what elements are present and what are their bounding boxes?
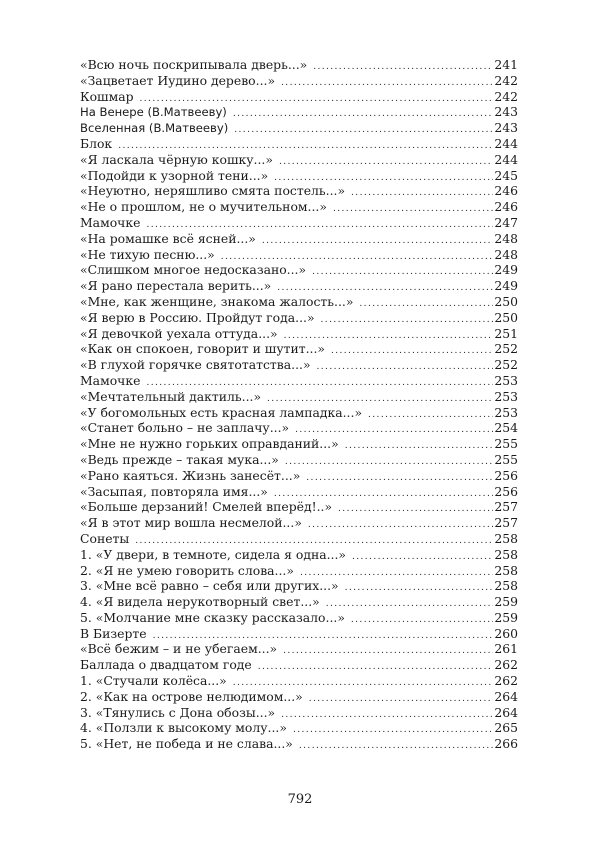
- toc-entry-page: 243: [494, 120, 518, 136]
- toc-entry-title: «Засыпая, повторяла имя...»: [80, 483, 268, 499]
- toc-entry-title: «Больше дерзаний! Смелей вперёд!..»: [80, 499, 333, 515]
- toc-entry-page: 249: [494, 262, 518, 278]
- toc-entry-page: 251: [494, 325, 518, 341]
- dot-leader: [285, 455, 493, 468]
- dot-leader: [146, 218, 493, 231]
- dot-leader: [233, 676, 494, 689]
- dot-leader: [274, 171, 493, 184]
- dot-leader: [118, 139, 493, 152]
- dot-leader: [262, 234, 493, 247]
- toc-entry-title: Мамочке: [80, 372, 141, 388]
- dot-leader: [351, 186, 493, 199]
- toc-entry: [80, 183, 518, 199]
- dot-leader: [317, 360, 494, 373]
- toc-entry-title: Баллада о двадцатом годе: [80, 657, 252, 673]
- toc-entry: [80, 689, 518, 705]
- toc-entry: [80, 578, 518, 594]
- dot-leader: [352, 550, 493, 563]
- page-number: 792: [287, 792, 313, 807]
- toc-entry: [80, 736, 518, 752]
- toc-entry: [80, 547, 518, 563]
- toc-entry-title: «У богомольных есть красная лампадка...»: [80, 404, 363, 420]
- toc-entry-title: Кошмар: [80, 88, 134, 104]
- toc-entry: [80, 262, 518, 278]
- toc-entry-title: 1. «Стучали колёса...»: [80, 673, 227, 689]
- toc-entry: [80, 468, 518, 484]
- toc-entry: [80, 310, 518, 326]
- toc-entry-title: «Слишком многое недосказано...»: [80, 262, 307, 278]
- dot-leader: [274, 487, 493, 500]
- toc-entry-title: «Мне не нужно горьких оправданий...»: [80, 436, 339, 452]
- dot-leader: [234, 123, 493, 136]
- toc-entry: [80, 247, 518, 263]
- toc-entry-title: Мамочке: [80, 214, 141, 230]
- toc-entry: [80, 326, 518, 342]
- toc-entry-page: 250: [494, 293, 518, 309]
- toc-entry-page: 243: [494, 104, 518, 120]
- toc-entry-title: «Всё бежим – и не убегаем...»: [80, 641, 278, 657]
- toc-entry-page: 255: [494, 451, 518, 467]
- toc-entry: [80, 594, 518, 610]
- table-of-contents: [80, 57, 518, 752]
- toc-entry-title: 2. «Я не умею говорить слова...»: [80, 562, 294, 578]
- toc-entry-page: 265: [494, 720, 518, 736]
- toc-entry-title: «Станет больно – не заплачу...»: [80, 420, 290, 436]
- toc-entry-page: 248: [494, 230, 518, 246]
- toc-entry: [80, 499, 518, 515]
- toc-entry-page: 253: [494, 404, 518, 420]
- toc-entry-title: «Ведь прежде – такая мука...»: [80, 451, 279, 467]
- toc-entry-title: «Зацветает Иудино дерево...»: [80, 72, 276, 88]
- toc-entry: [80, 641, 518, 657]
- toc-entry-page: 252: [494, 341, 518, 357]
- toc-entry: [80, 73, 518, 89]
- toc-entry: [80, 452, 518, 468]
- toc-entry-page: 256: [494, 483, 518, 499]
- toc-entry-page: 261: [494, 641, 518, 657]
- toc-entry-title: 2. «Как на острове нелюдимом...»: [80, 688, 303, 704]
- toc-entry-page: 262: [494, 673, 518, 689]
- dot-leader: [351, 613, 493, 626]
- toc-entry-title: 4. «Я видела нерукотворный свет...»: [80, 594, 320, 610]
- toc-entry-page: 258: [494, 578, 518, 594]
- dot-leader: [283, 644, 493, 657]
- toc-entry-page: 253: [494, 388, 518, 404]
- dot-leader: [281, 708, 493, 721]
- dot-leader: [135, 534, 493, 547]
- toc-entry: [80, 436, 518, 452]
- dot-leader: [140, 92, 494, 105]
- toc-entry-page: 244: [494, 135, 518, 151]
- toc-entry-page: 245: [494, 167, 518, 183]
- toc-entry-title: 1. «У двери, в темноте, сидела я одна...»: [80, 546, 347, 562]
- dot-leader: [368, 408, 493, 421]
- toc-entry-page: 242: [494, 72, 518, 88]
- toc-entry: [80, 720, 518, 736]
- dot-leader: [293, 723, 493, 736]
- toc-entry-page: 256: [494, 467, 518, 483]
- toc-entry-page: 258: [494, 562, 518, 578]
- toc-entry-title: «Мне, как женщине, знакома жалость...»: [80, 293, 354, 309]
- dot-leader: [331, 344, 493, 357]
- toc-entry-title: 5. «Нет, не победа и не слава...»: [80, 736, 293, 752]
- dot-leader: [295, 423, 493, 436]
- dot-leader: [309, 692, 494, 705]
- toc-entry: [80, 626, 518, 642]
- toc-entry-title: 3. «Тянулись с Дона обозы...»: [80, 704, 276, 720]
- toc-entry-page: 259: [494, 594, 518, 610]
- toc-entry-page: 254: [494, 420, 518, 436]
- dot-leader: [279, 155, 493, 168]
- toc-entry-title: «Я верю в Россию. Пройдут года...»: [80, 309, 315, 325]
- toc-entry: [80, 231, 518, 247]
- toc-entry-title: 4. «Ползли к высокому молу...»: [80, 720, 287, 736]
- toc-entry: [80, 294, 518, 310]
- toc-entry-page: 258: [494, 546, 518, 562]
- dot-leader: [233, 107, 494, 120]
- toc-entry-title: «Как он спокоен, говорит и шутит...»: [80, 341, 325, 357]
- toc-entry-title: В Бизерте: [80, 625, 147, 641]
- toc-entry-title: «Я рано перестала верить...»: [80, 278, 272, 294]
- toc-entry: [80, 420, 518, 436]
- toc-entry-page: 242: [494, 88, 518, 104]
- toc-entry-page: 248: [494, 246, 518, 262]
- toc-entry-title: «Я девочкой уехала оттуда...»: [80, 325, 278, 341]
- dot-leader: [338, 502, 493, 515]
- toc-entry-page: 255: [494, 436, 518, 452]
- toc-entry-title: «На ромашке всё ясней...»: [80, 230, 256, 246]
- toc-entry-page: 264: [494, 688, 518, 704]
- toc-entry-page: 247: [494, 214, 518, 230]
- toc-entry-title: «Рано каяться. Жизнь занесёт...»: [80, 467, 301, 483]
- toc-entry-title: «В глухой горячке святотатства...»: [80, 357, 311, 373]
- toc-entry-title: «Неуютно, неряшливо смята постель...»: [80, 183, 346, 199]
- dot-leader: [299, 739, 493, 752]
- toc-entry-title: «Я в этот мир вошла несмелой...»: [80, 515, 302, 531]
- dot-leader: [345, 439, 494, 452]
- toc-entry-page: 252: [494, 357, 518, 373]
- dot-leader: [308, 518, 493, 531]
- toc-entry: [80, 199, 518, 215]
- dot-leader: [345, 581, 494, 594]
- toc-entry: [80, 152, 518, 168]
- toc-entry-title: «Не о прошлом, не о мучительном...»: [80, 199, 327, 215]
- dot-leader: [333, 202, 493, 215]
- toc-entry: [80, 357, 518, 373]
- toc-entry-title: «Я ласкала чёрную кошку...»: [80, 151, 273, 167]
- toc-entry: [80, 120, 518, 136]
- toc-entry: [80, 405, 518, 421]
- toc-entry: [80, 373, 518, 389]
- dot-leader: [281, 76, 493, 89]
- toc-entry-page: 250: [494, 309, 518, 325]
- toc-entry-title: Сонеты: [80, 530, 130, 546]
- toc-entry-page: 246: [494, 183, 518, 199]
- toc-entry-title: «Не тихую песню...»: [80, 246, 215, 262]
- toc-entry-title: «Подойди к узорной тени...»: [80, 167, 269, 183]
- toc-entry: [80, 673, 518, 689]
- toc-entry-page: 266: [494, 736, 518, 752]
- toc-entry-title: Блок: [80, 135, 113, 151]
- toc-entry: [80, 104, 518, 120]
- toc-entry-page: 260: [494, 625, 518, 641]
- dot-leader: [326, 597, 494, 610]
- dot-leader: [300, 566, 493, 579]
- dot-leader: [277, 281, 493, 294]
- toc-entry: [80, 610, 518, 626]
- toc-entry: [80, 215, 518, 231]
- dot-leader: [221, 250, 494, 263]
- dot-leader: [258, 660, 494, 673]
- toc-entry-page: 244: [494, 151, 518, 167]
- dot-leader: [321, 313, 494, 326]
- toc-entry-title: 5. «Молчание мне сказку рассказало...»: [80, 609, 345, 625]
- toc-entry-page: 257: [494, 499, 518, 515]
- toc-entry: [80, 57, 518, 73]
- dot-leader: [306, 471, 493, 484]
- toc-entry-page: 249: [494, 278, 518, 294]
- toc-entry: [80, 389, 518, 405]
- toc-entry: [80, 341, 518, 357]
- toc-entry-page: 257: [494, 515, 518, 531]
- toc-entry-page: 258: [494, 530, 518, 546]
- toc-entry: [80, 705, 518, 721]
- toc-entry-page: 259: [494, 609, 518, 625]
- toc-entry-page: 246: [494, 199, 518, 215]
- toc-entry: [80, 657, 518, 673]
- dot-leader: [146, 376, 493, 389]
- toc-entry: [80, 515, 518, 531]
- toc-entry-page: 253: [494, 372, 518, 388]
- toc-entry-title: «Мечтательный дактиль...»: [80, 388, 262, 404]
- toc-entry-title: На Венере (В.Матвееву): [80, 105, 227, 120]
- toc-entry: [80, 484, 518, 500]
- dot-leader: [313, 60, 493, 73]
- toc-entry-title: Вселенная (В.Матвееву): [80, 121, 229, 136]
- dot-leader: [359, 297, 493, 310]
- toc-entry: [80, 136, 518, 152]
- toc-entry-page: 241: [494, 57, 518, 72]
- toc-entry-page: 264: [494, 704, 518, 720]
- toc-entry-title: 3. «Мне всё равно – себя или других...»: [80, 578, 339, 594]
- toc-entry-page: 262: [494, 657, 518, 673]
- toc-entry: [80, 531, 518, 547]
- dot-leader: [284, 329, 494, 342]
- dot-leader: [312, 265, 493, 278]
- toc-entry-title: «Всю ночь поскрипывала дверь...»: [80, 57, 308, 72]
- toc-entry: [80, 168, 518, 184]
- toc-entry: [80, 563, 518, 579]
- dot-leader: [267, 392, 493, 405]
- toc-entry: [80, 278, 518, 294]
- toc-entry: [80, 89, 518, 105]
- dot-leader: [153, 629, 494, 642]
